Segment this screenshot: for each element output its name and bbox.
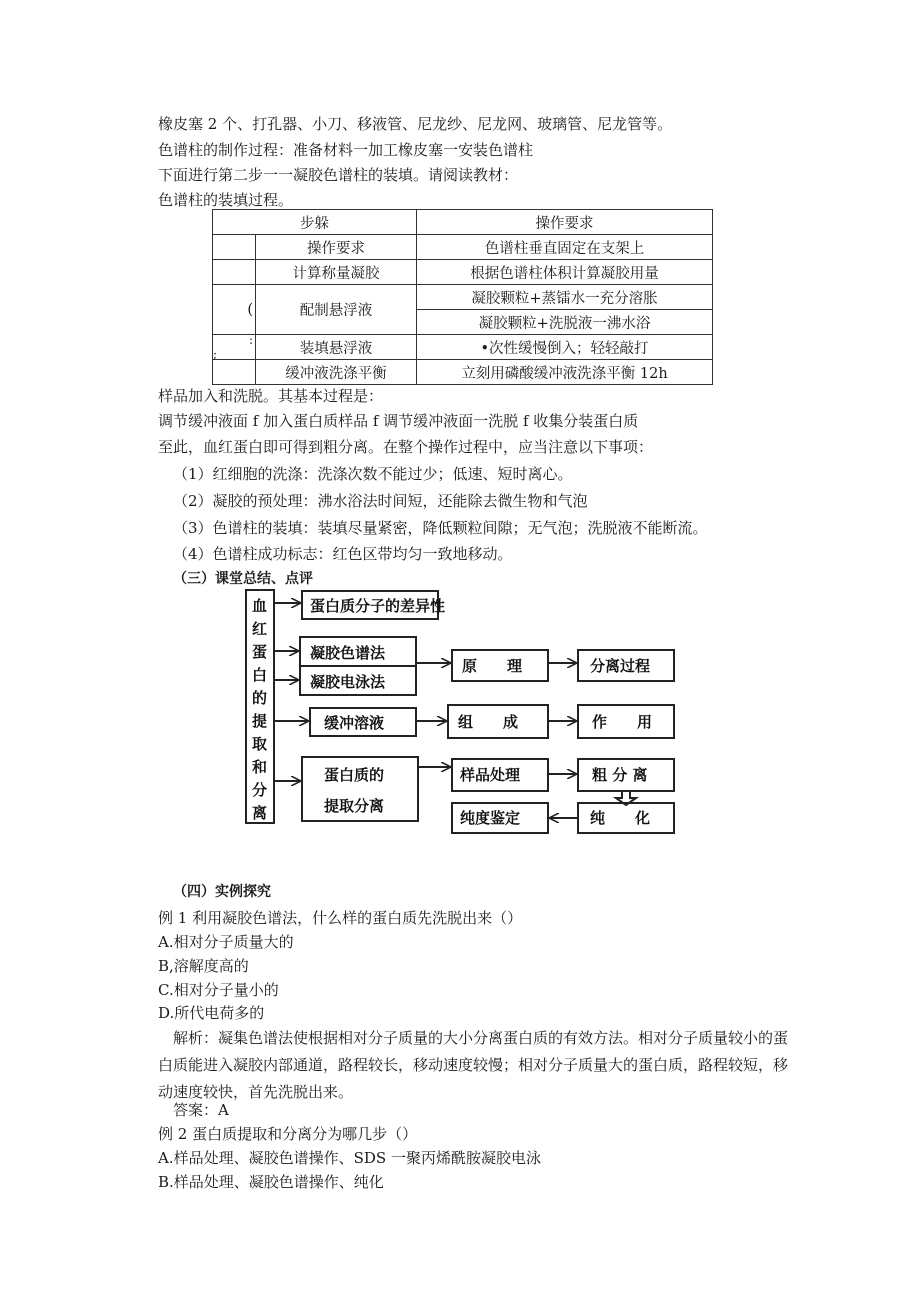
protein-label-1: 蛋白质的 bbox=[324, 766, 385, 784]
ex1-analysis: 解析：凝集色谱法使根据相对分子质量的大小分离蛋白质的有效方法。相对分子质量较小的蛋白质能进入凝胶内部通道，路程较长，移动速度较慢；相对分子质量大的蛋白质，路程较短，移动速度较快，首先洗脱出来。 bbox=[158, 1029, 789, 1101]
step-cell: 配制悬浮液 bbox=[256, 285, 417, 335]
table-row bbox=[213, 260, 713, 285]
summary-heading: （三）课堂总结、点评 bbox=[173, 571, 313, 587]
table-row bbox=[213, 360, 713, 385]
packing-steps-table bbox=[212, 209, 713, 385]
step-cell: 装填悬浮液 bbox=[256, 335, 417, 360]
note-3: （3）色谱柱的装填：装填尽量紧密，降低颗粒间隙；无气泡；洗脱液不能断流。 bbox=[173, 519, 708, 537]
intro-line-4: 色谱柱的装填过程。 bbox=[158, 191, 294, 209]
sample-proc-label: 样品处理 bbox=[460, 766, 521, 784]
header-req: 操作要求 bbox=[417, 210, 713, 235]
table-row bbox=[213, 235, 713, 260]
root-char: 分 bbox=[252, 781, 268, 799]
note-1: （1）红细胞的洗涤：洗涤次数不能过少；低速、短时离心。 bbox=[173, 465, 573, 483]
intro-line-3: 下面进行第二步一一凝胶色谱柱的装填。请阅读教材： bbox=[158, 166, 519, 184]
root-char: 红 bbox=[252, 620, 268, 638]
principle-label: 原 理 bbox=[462, 657, 523, 675]
ex2-question: 例 2 蛋白质提取和分离分为哪几步（） bbox=[158, 1125, 418, 1143]
req-cell: •次性缓慢倒入；轻轻敲打 bbox=[417, 335, 713, 360]
examples-heading: （四）实例探究 bbox=[173, 884, 271, 900]
function-label: 作 用 bbox=[592, 713, 653, 731]
intro-line-2: 色谱柱的制作过程：准备材料一加工橡皮塞一安装色谱柱 bbox=[158, 141, 534, 159]
sep-process-label: 分离过程 bbox=[590, 657, 651, 675]
root-char: 提 bbox=[252, 712, 268, 730]
root-char: 白 bbox=[252, 666, 268, 684]
ex1-question: 例 1 利用凝胶色谱法，什么样的蛋白质先洗脱出来（） bbox=[158, 909, 523, 927]
sample-line-2: 调节缓冲液面 f 加入蛋白质样品 f 调节缓冲液面一洗脱 f 收集分装蛋白质 bbox=[158, 412, 639, 430]
gel-chrom-label: 凝胶色谱法 bbox=[310, 644, 386, 662]
ex1-option-c: C.相对分子量小的 bbox=[158, 981, 279, 999]
table-row bbox=[213, 285, 713, 310]
note-2: （2）凝胶的预处理：沸水浴法时间短，还能除去微生物和气泡 bbox=[173, 492, 588, 510]
sample-line-3: 至此，血红蛋白即可得到粗分离。在整个操作过程中，应当注意以下事项： bbox=[158, 438, 654, 456]
summary-diagram bbox=[240, 585, 680, 835]
protein-label-2: 提取分离 bbox=[324, 797, 385, 815]
root-char: 的 bbox=[252, 689, 268, 707]
ex1-option-a: A.相对分子质量大的 bbox=[158, 933, 294, 951]
root-chars bbox=[252, 597, 267, 822]
root-char: 离 bbox=[252, 804, 268, 822]
ex1-option-d: D.所代电荷多的 bbox=[158, 1004, 265, 1022]
req-cell: 凝胶颗粒+蒸镭水一充分溶胀 bbox=[417, 285, 713, 310]
intro-line-1: 橡皮塞 2 个、打孔器、小刀、移液管、尼龙纱、尼龙网、玻璃管、尼龙管等。 bbox=[158, 115, 673, 133]
ex1-option-b: B,溶解度高的 bbox=[158, 957, 249, 975]
req-cell: 色谱柱垂直固定在支架上 bbox=[417, 235, 713, 260]
margin-mark: ; bbox=[213, 347, 218, 361]
ex1-answer: 答案：A bbox=[173, 1101, 229, 1119]
crude-sep-label: 粗 分 离 bbox=[592, 766, 648, 784]
margin-mark: : bbox=[248, 333, 253, 347]
root-char: 血 bbox=[252, 597, 268, 615]
note-4: （4）色谱柱成功标志：红色区带均匀一致地移动。 bbox=[173, 545, 513, 563]
header-step: 步躲 bbox=[213, 210, 417, 235]
root-char: 和 bbox=[252, 758, 268, 776]
req-cell: 凝胶颗粒+洗脱液一沸水浴 bbox=[417, 310, 713, 335]
req-cell: 立刻用磷酸缓冲液洗涤平衡 12h bbox=[417, 360, 713, 385]
table-row bbox=[213, 335, 713, 360]
root-char: 取 bbox=[252, 735, 268, 753]
composition-label: 组 成 bbox=[458, 713, 519, 731]
diff-label: 蛋白质分子的差异性 bbox=[310, 597, 446, 615]
root-char: 蛋 bbox=[252, 643, 268, 661]
buffer-label: 缓冲溶液 bbox=[324, 714, 385, 732]
table-header-row bbox=[213, 210, 713, 235]
step-cell: 缓冲液洗涤平衡 bbox=[256, 360, 417, 385]
step-cell: 操作要求 bbox=[256, 235, 417, 260]
ex2-option-b: B.样品处理、凝胶色谱操作、纯化 bbox=[158, 1173, 384, 1191]
ex2-option-a: A.样品处理、凝胶色谱操作、SDS 一聚丙烯酰胺凝胶电泳 bbox=[158, 1149, 541, 1167]
gel-electro-label: 凝胶电泳法 bbox=[310, 673, 386, 691]
purity-label: 纯度鉴定 bbox=[460, 809, 521, 827]
req-cell: 根据色谱柱体积计算凝胶用量 bbox=[417, 260, 713, 285]
margin-mark: ( bbox=[213, 285, 256, 335]
step-cell: 计算称量凝胶 bbox=[256, 260, 417, 285]
sample-line-1: 样品加入和洗脱。其基本过程是： bbox=[158, 387, 384, 405]
purify-label: 纯 化 bbox=[590, 809, 651, 827]
